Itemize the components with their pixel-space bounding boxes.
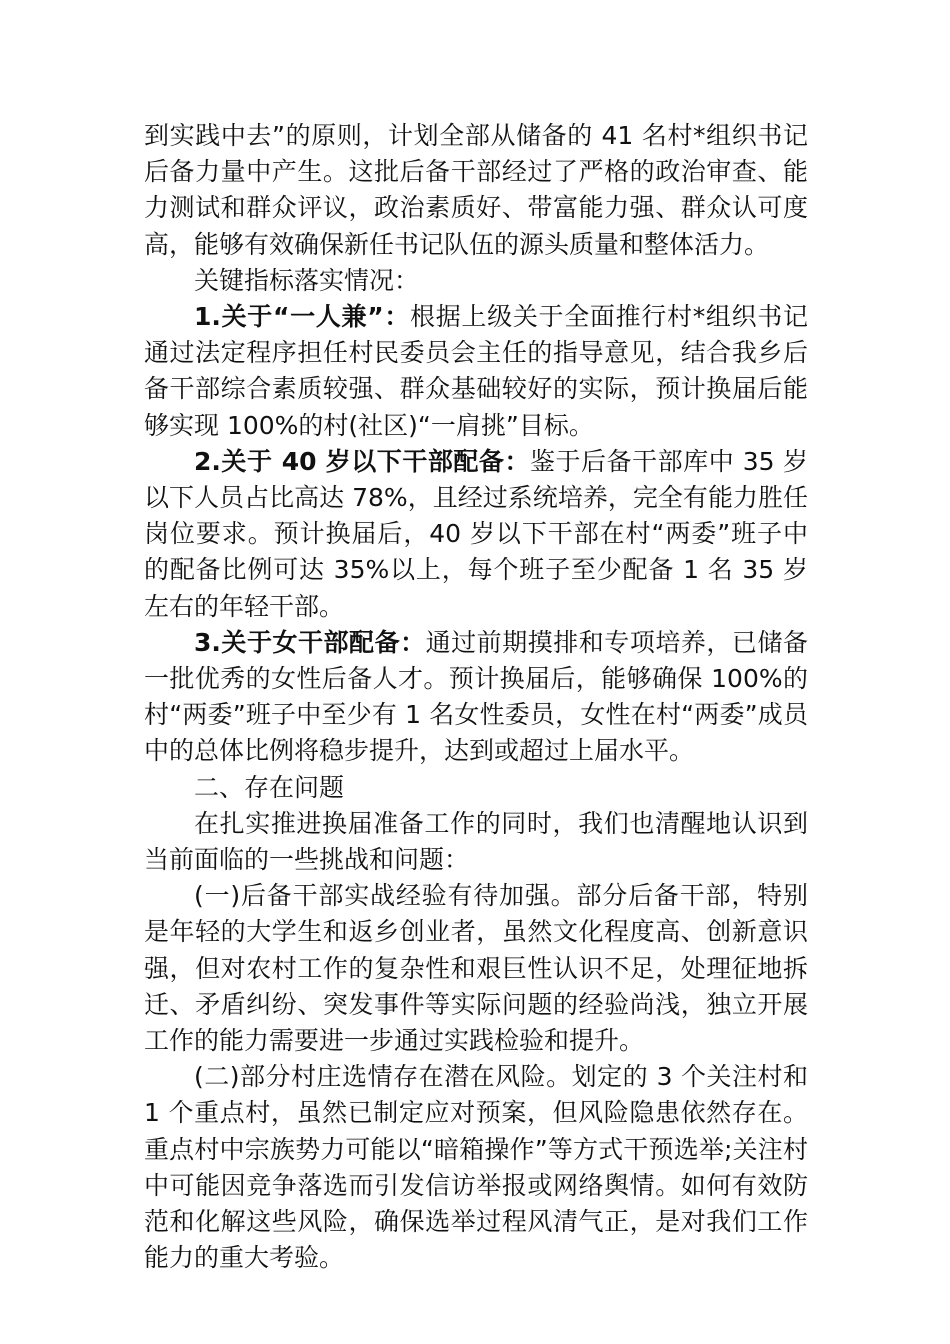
paragraph-continuation: 到实践中去”的原则，计划全部从储备的 41 名村*组织书记后备力量中产生。这批后备干部经过了严格的政治审查、能力测试和群众评议，政治素质好、带富能力强、群众认可度高，能够有效确保新任书记队伍的源头质量和整体活力。	[144, 121, 808, 259]
item-heading: 1.关于“一人兼”：	[194, 302, 411, 332]
item-heading: 3.关于女干部配备：	[194, 627, 426, 657]
document-page	[144, 118, 808, 1277]
item-heading: 2.关于 40 岁以下干部配备：	[194, 446, 530, 476]
paragraph-key-indicators-heading: 关键指标落实情况：	[194, 265, 420, 295]
paragraph-item-one-person-dual-role	[144, 299, 808, 444]
paragraph-problems-intro: 在扎实推进换届准备工作的同时，我们也清醒地认识到当前面临的一些挑战和问题：	[144, 808, 808, 875]
section-heading-existing-problems: 二、存在问题	[194, 772, 345, 802]
item-body: 通过前期摸排和专项培养，已储备一批优秀的女性后备人才。预计换届后，能够确保 100%的村“两委”班子中至少有 1 名女性委员，女性在村“两委”成员中的总体比例将稳步提升，达到或超过上届水平。	[144, 627, 808, 766]
paragraph-problem-one: (一)后备干部实战经验有待加强。部分后备干部，特别是年轻的大学生和返乡创业者，虽然文化程度高、创新意识强，但对农村工作的复杂性和艰巨性认识不足，处理征地拆迁、矛盾纠纷、突发事件等实际问题的经验尚浅，独立开展工作的能力需要进一步通过实践检验和提升。	[144, 881, 808, 1056]
item-body: 鉴于后备干部库中 35 岁以下人员占比高达 78%，且经过系统培养，完全有能力胜任岗位要求。预计换届后，40 岁以下干部在村“两委”班子中的配备比例可达 35%以上，每个班子至少配备 1 名 35 岁左右的年轻干部。	[144, 446, 808, 621]
item-body: 根据上级关于全面推行村*组织书记通过法定程序担任村民委员会主任的指导意见，结合我乡后备干部综合素质较强、群众基础较好的实际，预计换届后能够实现 100%的村(社区)“一肩挑”目标。	[144, 302, 808, 440]
paragraph-item-female-cadres	[144, 625, 808, 770]
paragraph-item-under-40-cadres	[144, 444, 808, 625]
paragraph-problem-two: (二)部分村庄选情存在潜在风险。划定的 3 个关注村和 1 个重点村，虽然已制定应对预案，但风险隐患依然存在。重点村中宗族势力可能以“暗箱操作”等方式干预选举;关注村中可能因竞争落选而引发信访举报或网络舆情。如何有效防范和化解这些风险，确保选举过程风清气正，是对我们工作能力的重大考验。	[144, 1062, 808, 1273]
